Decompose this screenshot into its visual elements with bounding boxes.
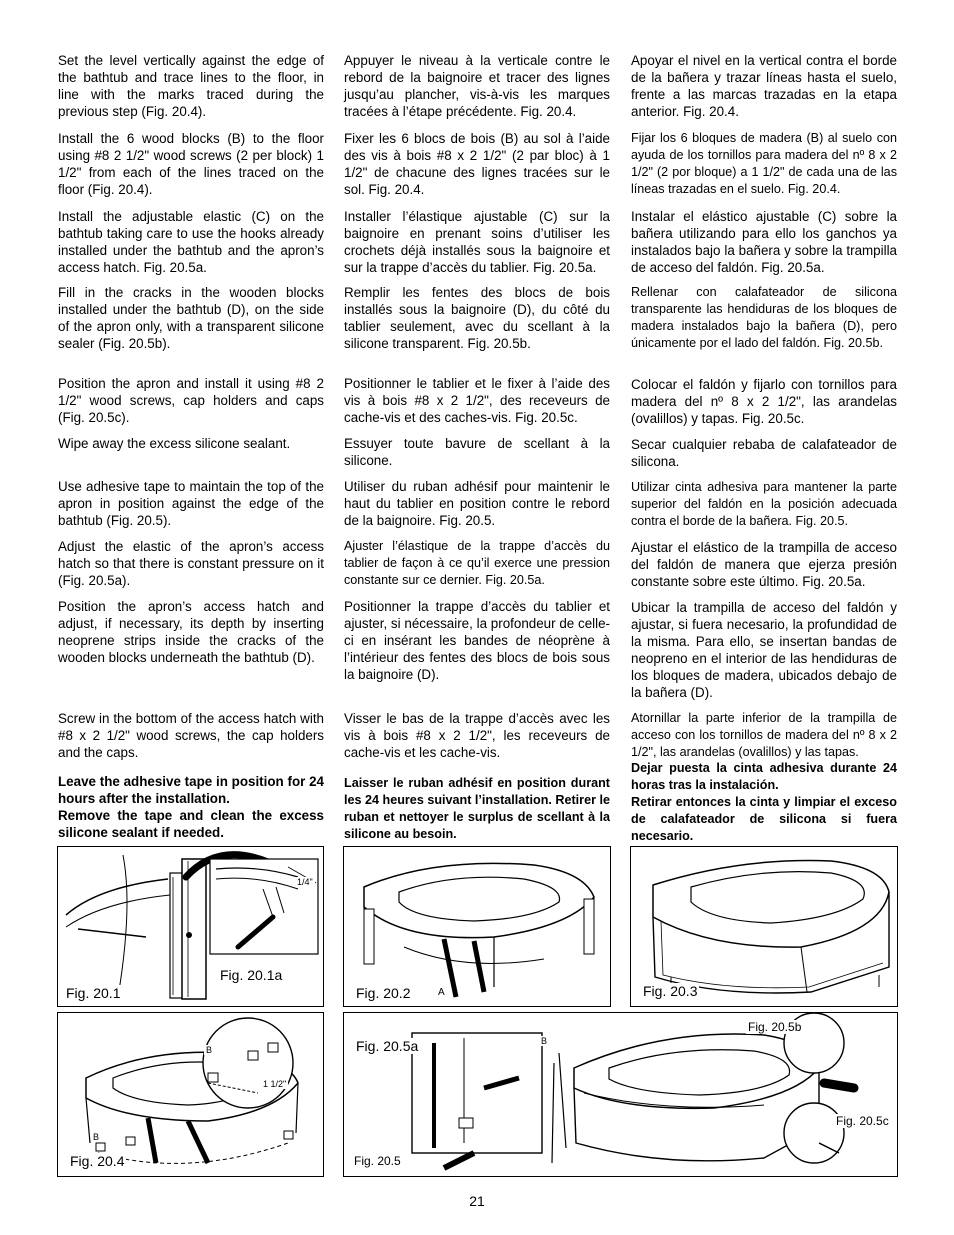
en-step-fill-cracks: Fill in the cracks in the wooden blocks installed under the bathtub (D), on the side of the apron only, with a transparent silicone sealer (Fig. 20.5b). bbox=[58, 285, 324, 351]
figure-20-5 bbox=[343, 1012, 898, 1177]
figure-20-5c-label: Fig. 20.5c bbox=[836, 1114, 889, 1128]
figure-20-1 bbox=[57, 846, 324, 1007]
bathtub-frame-illustration bbox=[344, 847, 610, 1006]
es-step-position-apron: Colocar el faldón y fijarlo con tornillos para madera del nº 8 x 2 1/2", las arandelas (ovalillos) y tapas. Fig. 20.5c. bbox=[631, 377, 897, 426]
es-note-remove-tape: Retirar entonces la cinta y limpiar el exceso de calafateador de silicona si fuera necesario. bbox=[631, 795, 897, 843]
fr-step-screw-hatch: Visser le bas de la trappe d’accès avec les vis à bois #8 x 2 1/2", les receveurs de cache-vis et les cache-vis. bbox=[344, 711, 610, 760]
figure-20-3-label: Fig. 20.3 bbox=[643, 983, 698, 999]
en-step-adhesive-tape: Use adhesive tape to maintain the top of the apron in position against the edge of the bathtub (Fig. 20.5). bbox=[58, 479, 324, 528]
fr-note-tape: Laisser le ruban adhésif en position durant les 24 heures suivant l’installation. Retirer le ruban et nettoyer le surplus de scellant à la silicone au besoin. bbox=[344, 776, 610, 841]
fr-step-adjust-elastic: Ajuster l’élastique de la trappe d’accès du tablier de façon à ce qu’il exerce une pression constante sur ce dernier. Fig. 20.5a. bbox=[344, 539, 610, 587]
fr-step-fill-cracks: Remplir les fentes des blocs de bois installés sous la baignoire (D), du côté du tablier seulement, avec du scellant à la silicone transparent. Fig. 20.5b. bbox=[344, 285, 610, 351]
en-step-level-vertical: Set the level vertically against the edge of the bathtub and trace lines to the floor, in line with the marks traced during the previous step (Fig. 20.4). bbox=[58, 53, 324, 119]
en-step-position-hatch: Position the apron’s access hatch and adjust, if necessary, its depth by inserting neoprene strips inside the cracks of the wooden blocks underneath the bathtub (D). bbox=[58, 599, 324, 665]
es-step-screw-hatch: Atornillar la parte inferior de la trampilla de acceso con los tornillos de madera del nº 8 x 2 1/2", las arandelas (ovalillos) y las tapas. bbox=[631, 711, 897, 759]
es-step-fill-cracks: Rellenar con calafateador de silicona transparente las hendiduras de los bloques de madera instalados bajo la bañera (D), pero únicamente por el lado del faldón. Fig. 20.5b. bbox=[631, 285, 897, 350]
es-step-wipe-silicone: Secar cualquier rebaba de calafateador de silicona. bbox=[631, 437, 897, 469]
en-note-remove-tape: Remove the tape and clean the excess silicone sealant if needed. bbox=[58, 808, 324, 840]
en-step-screw-hatch: Screw in the bottom of the access hatch with #8 x 2 1/2" wood screws, the cap holders and the caps. bbox=[58, 711, 324, 760]
page-number: 21 bbox=[469, 1193, 485, 1209]
figure-20-5-label: Fig. 20.5 bbox=[354, 1154, 401, 1168]
figure-20-4-letter-b-bottom: B bbox=[93, 1132, 100, 1142]
figure-20-3 bbox=[630, 846, 898, 1007]
fr-step-install-blocks: Fixer les 6 blocs de bois (B) au sol à l’aide des vis à bois #8 x 2 1/2" (2 par bloc) à 1 1/2" de chacune des lignes tracées sur le sol. Fig. 20.4. bbox=[344, 131, 610, 197]
figure-20-4-letter-b-top: B bbox=[206, 1045, 213, 1055]
fr-step-install-elastic: Installer l’élastique ajustable (C) sur la baignoire en prenant soins d’utiliser les crochets déjà installés sous la baignoire et sur la trappe d’accès du tablier. Fig. 20.5a. bbox=[344, 209, 610, 275]
figure-20-1a-dimension: 1/4" bbox=[297, 877, 313, 887]
en-step-position-apron: Position the apron and install it using #8 2 1/2" wood screws, cap holders and caps (Fig. 20.5c). bbox=[58, 376, 324, 425]
figure-20-2 bbox=[343, 846, 611, 1007]
figure-20-4-dimension: 1 1/2" bbox=[263, 1079, 287, 1089]
es-note-leave-tape: Dejar puesta la cinta adhesiva durante 24 horas tras la instalación. bbox=[631, 761, 897, 792]
en-step-wipe-silicone: Wipe away the excess silicone sealant. bbox=[58, 436, 291, 451]
access-hatch-illustration bbox=[344, 1013, 897, 1176]
figure-20-1a-label: Fig. 20.1a bbox=[220, 967, 283, 983]
es-step-level-vertical: Apoyar el nivel en la vertical contra el borde de la bañera y trazar líneas hasta el suelo, frente a las marcas trazadas en la etapa anterior. Fig. 20.4. bbox=[631, 53, 897, 119]
es-step-install-elastic: Instalar el elástico ajustable (C) sobre la bañera utilizando para ello los ganchos ya instalados bajo la bañera y sobre la trampilla de acceso del faldón. Fig. 20.5a. bbox=[631, 209, 897, 275]
figure-20-5-letter-b: B bbox=[541, 1036, 548, 1046]
es-step-install-blocks: Fijar los 6 bloques de madera (B) al suelo con ayuda de los tornillos para madera del nº 8 x 2 1/2" (2 por bloque) a 1 1/2" de cada una de las líneas trazadas en el suelo. Fig. 20.4. bbox=[631, 131, 897, 196]
en-step-install-blocks: Install the 6 wood blocks (B) to the floor using #8 2 1/2" wood screws (2 per block) 1 1/2" from each of the lines traced on the floor (Fig. 20.4). bbox=[58, 131, 324, 197]
figure-20-5a-label: Fig. 20.5a bbox=[356, 1038, 419, 1054]
en-note-leave-tape: Leave the adhesive tape in position for 24 hours after the installation. bbox=[58, 774, 324, 806]
figure-20-5b-label: Fig. 20.5b bbox=[748, 1020, 802, 1034]
figure-20-4 bbox=[57, 1012, 324, 1177]
en-step-adjust-elastic: Adjust the elastic of the apron’s access hatch so that there is constant pressure on it (Fig. 20.5a). bbox=[58, 539, 324, 588]
fr-step-position-hatch: Positionner la trappe d’accès du tablier et ajuster, si nécessaire, la profondeur de celle-ci en insérant les bandes de néoprène à l’intérieur des fentes des blocs de bois sous la baignoire (D). bbox=[344, 599, 610, 682]
es-step-adjust-elastic: Ajustar el elástico de la trampilla de acceso del faldón de manera que ejerza presión constante sobre este último. Fig. 20.5a. bbox=[631, 540, 897, 589]
es-step-position-hatch: Ubicar la trampilla de acceso del faldón y ajustar, si fuera necesario, la profundidad de la misma. Para ello, se insertan bandas de neopreno en el interior de las hendiduras de los bloques de madera, ubicados debajo de la bañera (D). bbox=[631, 600, 897, 700]
wood-blocks-illustration bbox=[58, 1013, 323, 1176]
es-step-adhesive-tape: Utilizar cinta adhesiva para mantener la parte superior del faldón en la posición adecuada contra el borde de la bañera. Fig. 20.5. bbox=[631, 480, 897, 528]
fr-step-adhesive-tape: Utiliser du ruban adhésif pour maintenir le haut du tablier en position contre le rebord de la baignoire. Fig. 20.5. bbox=[344, 479, 610, 528]
en-step-install-elastic: Install the adjustable elastic (C) on the bathtub taking care to use the hooks already installed under the bathtub and the apron’s access hatch. Fig. 20.5a. bbox=[58, 209, 324, 275]
figure-20-1-label: Fig. 20.1 bbox=[66, 985, 121, 1001]
fr-step-wipe-silicone: Essuyer toute bavure de scellant à la silicone. bbox=[344, 436, 610, 468]
figure-20-4-label: Fig. 20.4 bbox=[70, 1153, 125, 1169]
fr-step-position-apron: Positionner le tablier et le fixer à l’aide des vis à bois #8 x 2 1/2", des receveurs de cache-vis et des caches-vis. Fig. 20.5c. bbox=[344, 376, 610, 425]
fr-step-level-vertical: Appuyer le niveau à la verticale contre le rebord de la baignoire et tracer des lignes jusqu’au plancher, vis-à-vis les marques tracées à l’étape précédente. Fig. 20.4. bbox=[344, 53, 610, 119]
figure-20-2-letter-a: A bbox=[438, 987, 445, 998]
figure-20-2-label: Fig. 20.2 bbox=[356, 985, 411, 1001]
